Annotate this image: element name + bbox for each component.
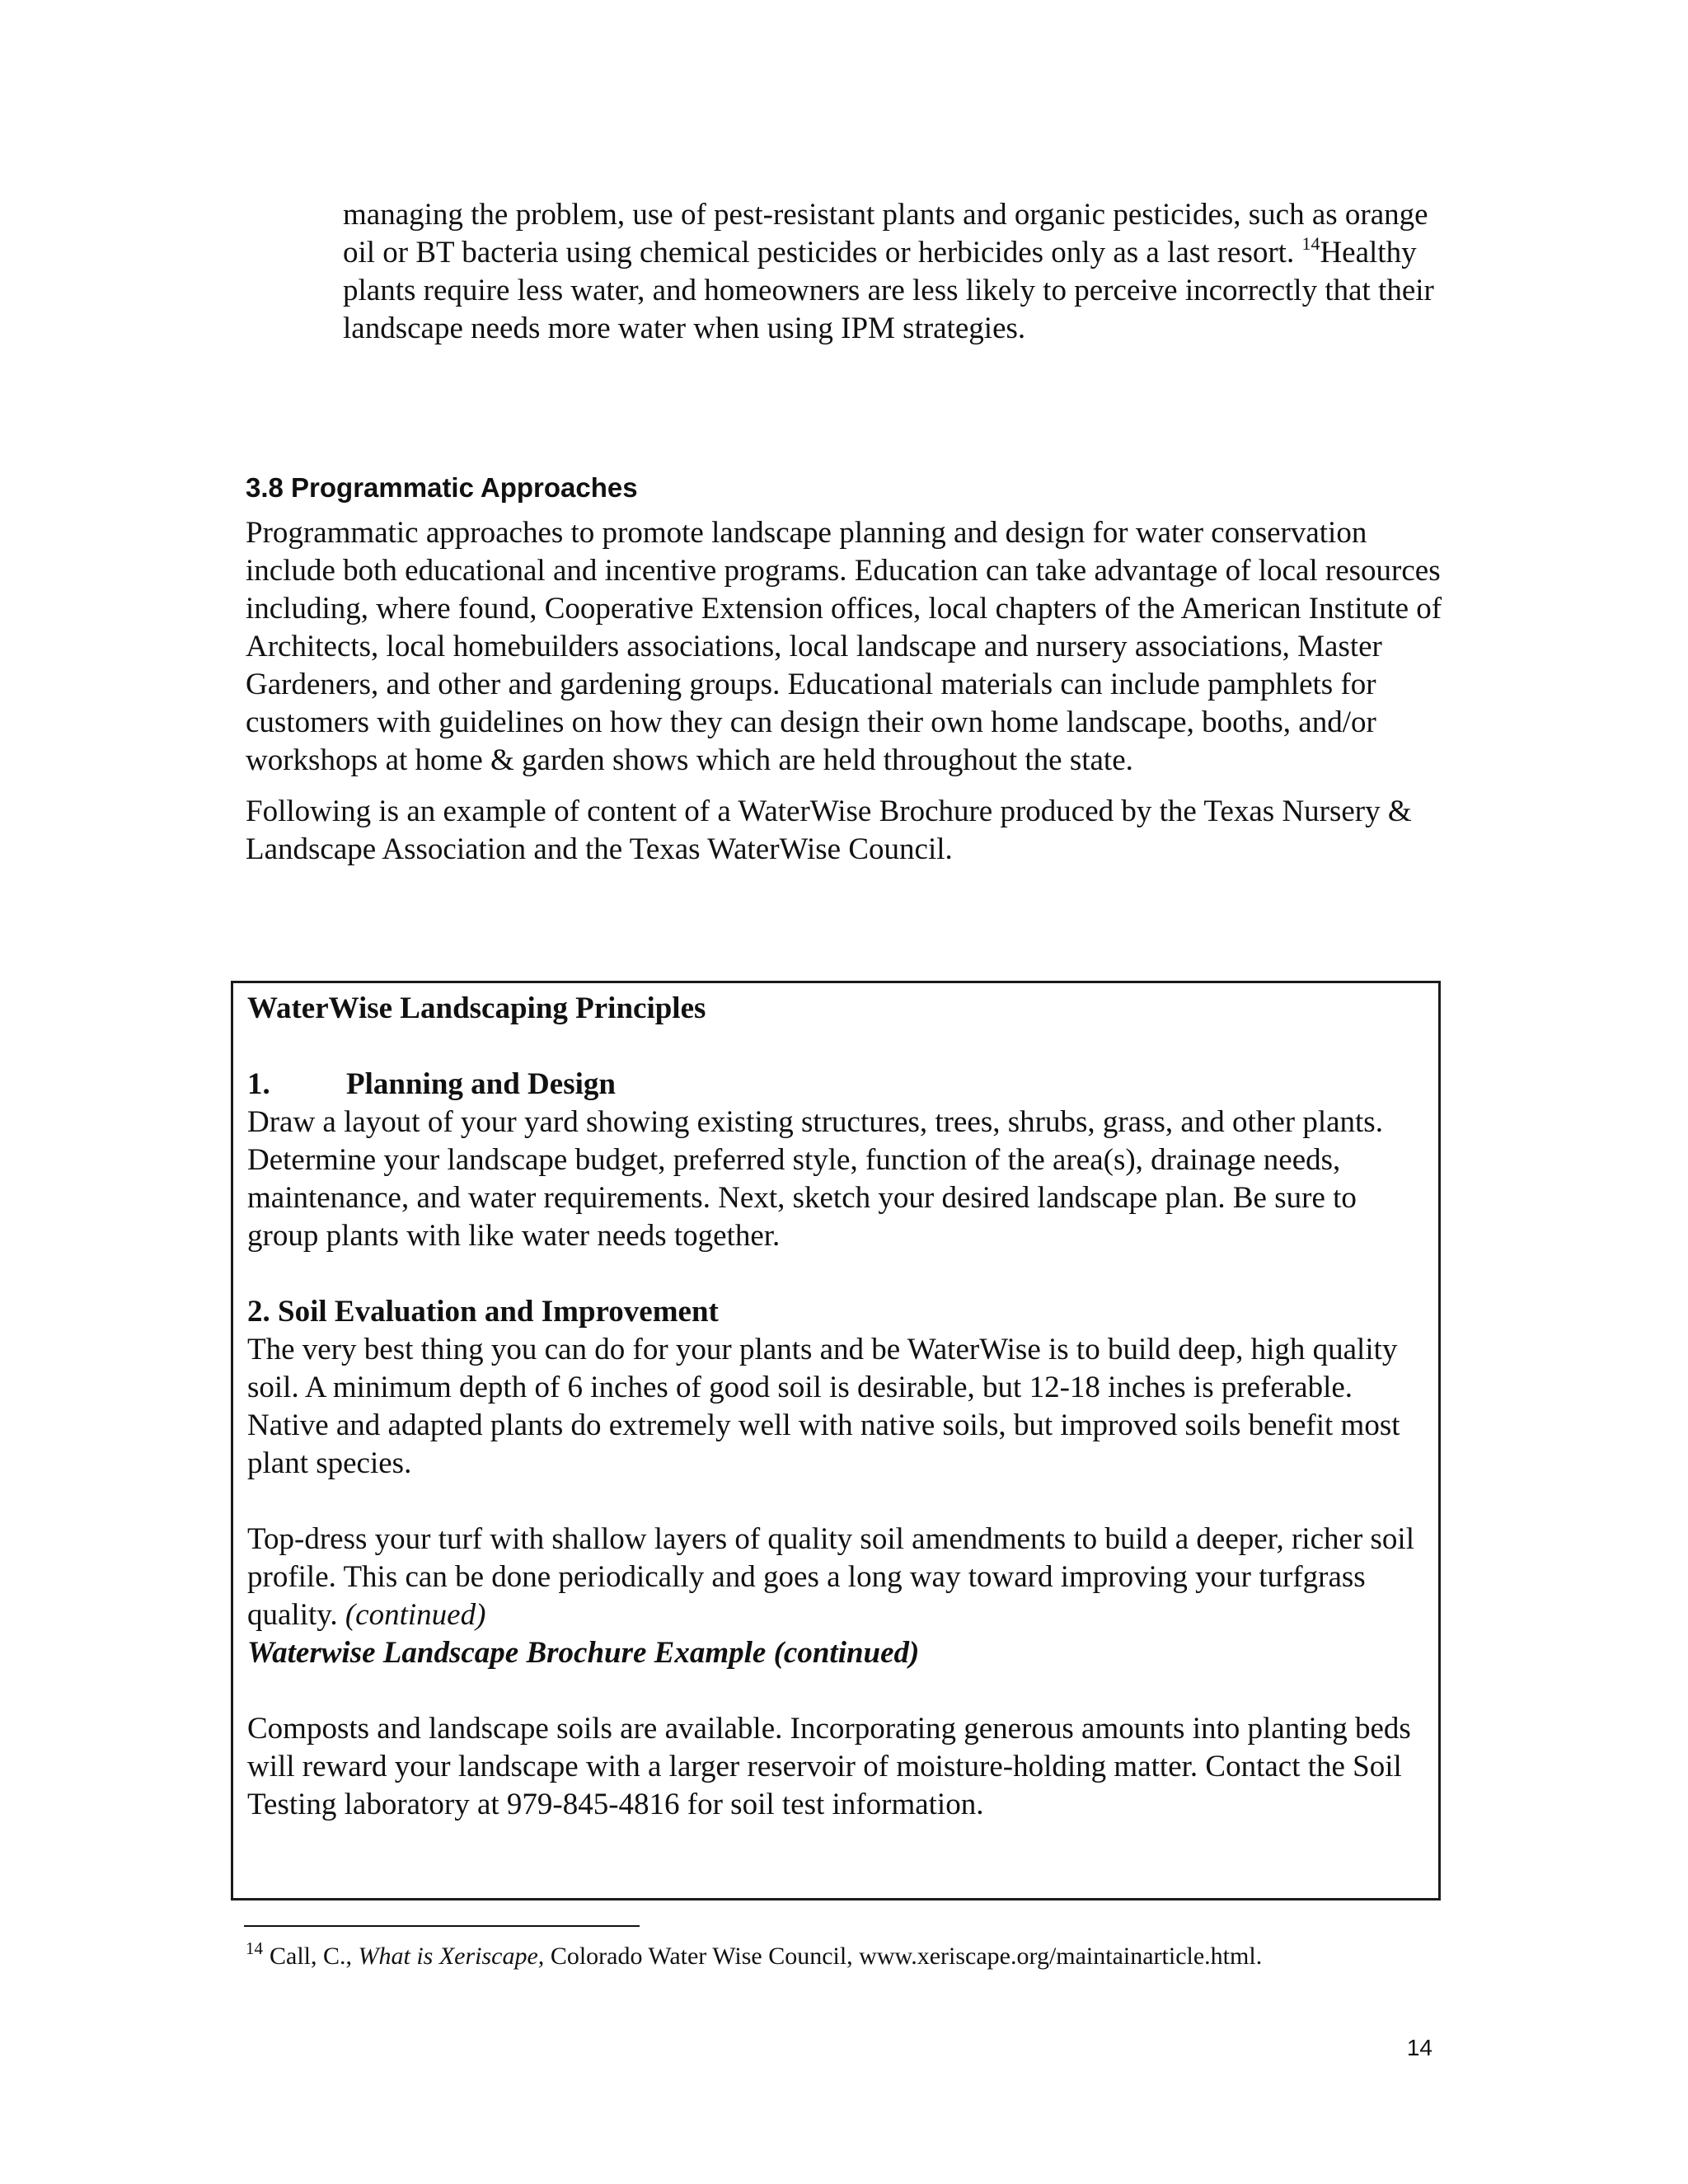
principles-box-content	[247, 990, 1426, 1824]
section-paragraph-1: Programmatic approaches to promote landscape planning and design for water conservation include both educational and incentive programs. Education can take advantage of local resources including, where found, Cooperative Extension offices, local chapters of the American Institute of Architects, local homebuilders associations, local landscape and nursery associations, Master Gardeners, and other and gardening groups. Educational materials can include pamphlets for customers with guidelines on how they can design their own home landscape, booths, and/or workshops at home & garden shows which are held throughout the state.	[246, 516, 1442, 777]
section-paragraph-2: Following is an example of content of a WaterWise Brochure produced by the Texas Nursery & Landscape Association and the Texas WaterWise Council.	[246, 794, 1412, 866]
item2-body-1: The very best thing you can do for your plants and be WaterWise is to build deep, high quality soil. A minimum depth of 6 inches of good soil is desirable, but 12-18 inches is preferable. Native and adapted plants do extremely well with native soils, but improved soils benefit most plant species.	[247, 1333, 1400, 1480]
section-heading: 3.8 Programmatic Approaches	[246, 472, 638, 503]
waterwise-principles-box	[231, 981, 1441, 1900]
item1-body: Draw a layout of your yard showing existing structures, trees, shrubs, grass, and other plants. Determine your landscape budget, preferred style, function of the area(s), drainage needs, maintenance, and water requirements. Next, sketch your desired landscape plan. Be sure to group plants with like water needs together.	[247, 1105, 1383, 1253]
section-body	[246, 514, 1457, 882]
item2-body-3: Composts and landscape soils are available. Incorporating generous amounts into planting beds will reward your landscape with a larger reservoir of moisture-holding matter. Contact the Soil Testing laboratory at 979-845-4816 for soil test information.	[247, 1712, 1411, 1821]
item2-heading: 2. Soil Evaluation and Improvement	[247, 1295, 719, 1329]
page-number: 14	[1406, 2035, 1432, 2060]
intro-text-part2: Healthy plants require less water, and homeowners are less likely to perceive incorrectly that their landscape needs more water when using IPM strategies.	[343, 236, 1434, 345]
footnote-reference[interactable]: 14	[1301, 233, 1320, 254]
item1-heading-text: Planning and Design	[346, 1067, 616, 1101]
item1-heading	[247, 1066, 1426, 1104]
spacer	[247, 1483, 1426, 1521]
spacer	[247, 1255, 1426, 1293]
footnote	[246, 1940, 1449, 1973]
intro-text-part1: managing the problem, use of pest-resistant plants and organic pesticides, such as orange oil or BT bacteria using chemical pesticides or herbicides only as a last resort.	[343, 198, 1428, 269]
intro-paragraph	[343, 196, 1447, 348]
box-title: WaterWise Landscaping Principles	[247, 991, 706, 1025]
footnote-separator	[244, 1925, 640, 1927]
spacer	[247, 1028, 1426, 1066]
spacer	[247, 1672, 1426, 1710]
item2-body-2	[247, 1521, 1426, 1634]
footnote-source: Colorado Water Wise Council, www.xeriscape.org/maintainarticle.html.	[550, 1943, 1263, 1970]
continuation-heading: Waterwise Landscape Brochure Example (continued)	[247, 1636, 920, 1670]
footnote-title: What is Xeriscape,	[358, 1943, 545, 1970]
item1-number: 1.	[247, 1067, 270, 1101]
continued-note: (continued)	[345, 1598, 486, 1632]
item2-body-2-text: Top-dress your turf with shallow layers of quality soil amendments to build a deeper, richer soil profile. This can be done periodically and goes a long way toward improving your turfgrass quality.	[247, 1522, 1414, 1632]
footnote-author: Call, C.,	[270, 1943, 353, 1970]
footnote-number: 14	[246, 1938, 263, 1958]
